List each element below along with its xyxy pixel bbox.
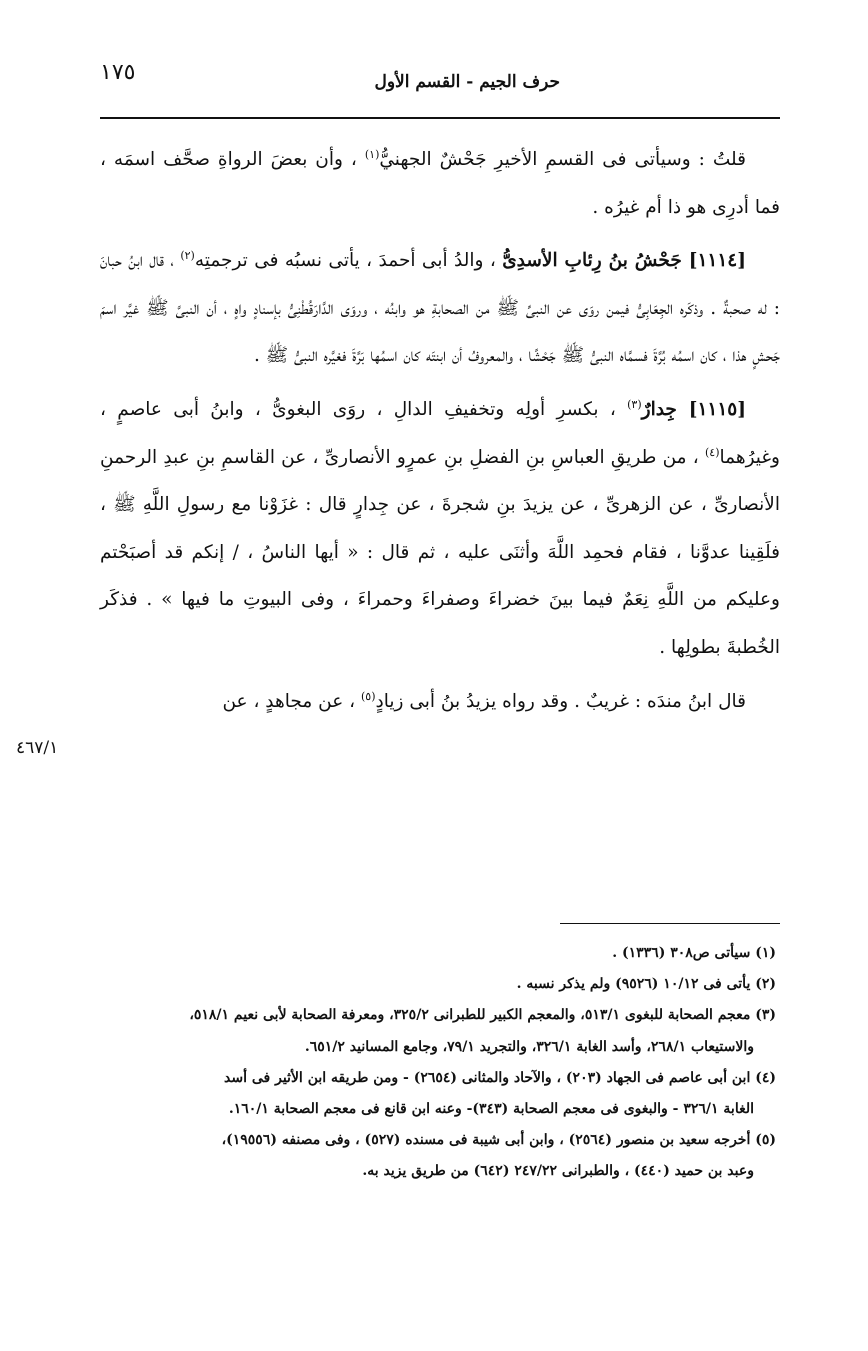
text-span: ، بكسرِ أولِه وتخفيفِ الدالِ ، روَى البغوىُّ ، وابنُ أبى عاصمٍ ، وغيرُهما [100,398,780,468]
text-span: ، من طريقِ العباسِ بنِ الفضلِ بنِ عمرٍو الأنصارىِّ ، عن القاسمِ بنِ عبدِ الرحمنِ الأنصارىِّ ، عن الزهرىِّ ، عن يزيدَ بنِ شجرةَ ، عن جِدارٍ قال : غزَوْنا مع رسولِ اللَّهِ ﷺ ، فلَقِينا عدوَّنا ، فقام فحمِد اللَّهَ وأثنَى عليه ، ثم قال : « أيها الناسُ ، / إنكم قد أصبَحْتم وعليكم من اللَّهِ نِعَمٌ فيما بينَ خضراءَ وصفراءَ وحمراءَ ، وفى البيوتِ ما فيها » . فذكَر الخُطبةَ بطولِها . [100,446,780,658]
footnote-line: (٢) يأتى فى ١٠/١٢ (٩٥٢٦) ولم يذكر نسبه . [516,976,776,993]
footnote-line: (١) سيأتى ص٣٠٨ (١٣٣٦) . [612,945,776,961]
entry-heading: [١١١٤] جَحْشُ بنُ رِئابِ الأسدِىُّ [502,250,746,272]
footnote-line: وعبد بن حميد (٤٤٠) ، والطبرانى ٢٤٧/٢٢ (٦٤٢) من طريق يزيد به. [362,1163,754,1180]
paragraph-last [100,678,780,726]
footnote-line: (٤) ابن أبى عاصم فى الجهاد (٢٠٣) ، والآحاد والمثانى (٢٦٥٤) - ومن طريقه ابن الأثير فى أسد [224,1069,776,1086]
footnote-ref: (٣) [627,397,642,411]
footnote-ref: (٤) [704,445,720,459]
footnote-line: (٥) أخرجه سعيد بن منصور (٢٥٦٤) ، وابن أبى شيبة فى مسنده (٥٢٧) ، وفى مصنفه (١٩٥٥٦)، [221,1132,776,1149]
footnote-ref: (١) [364,147,380,161]
text-span: ، وأن بعضَ الرواةِ صحَّف اسمَه ، فما أدرِى هو ذا أم غيرُه . [100,149,780,218]
text-span: ، قال ابنُ حبانَ : له صحبةٌ . وذكَره الجِعَابِىُّ فيمن روَى عن النبىِّ ﷺ من الصحابةِ هو وابنُه ، وروَى الدَّارَقُطْنِىُّ بإسنادٍ واهٍ ، أن النبىَّ ﷺ غيَّر اسمَ جَحشٍ هذا ، كان اسمُه بُرَّةَ فسمَّاه النبىُّ ﷺ جَحْشًا ، والمعروفُ أن ابنتَه كان اسمُها بَرَّةَ فغيَّره النبىُّ ﷺ . [100,250,780,367]
footnote-separator [560,923,780,924]
footnotes [88,938,776,1188]
footnote-ref: (٥) [360,689,376,703]
footnote-ref: (٢) [180,249,195,263]
footnote-line: (٣) معجم الصحابة للبغوى ٥١٣/١، والمعجم الكبير للطبرانى ٣٢٥/٢، ومعرفة الصحابة لأبى نعيم ٥١٨/١، [189,1007,776,1024]
text-span: قال ابنُ مندَه : غريبٌ . وقد رواه يزيدُ بنُ أبى زيادٍ [375,690,746,712]
text-span: ، عن مجاهدٍ ، عن [222,690,361,712]
entry-heading: [١١١٥] جِدارٌ [641,398,746,420]
footnote-line: والاستيعاب ٢٦٨/١، وأسد الغابة ٣٢٦/١، والتجريد ٧٩/١، وجامع المسانيد ٦٥١/٢. [304,1038,754,1055]
paragraph-intro [100,136,780,231]
text-span: قلتُ : وسيأتى فى القسمِ الأخيرِ جَحْشٌ الجهنيُّ [379,149,746,170]
page-header [100,58,780,108]
main-text [100,136,780,725]
entry-1115 [100,386,780,672]
footnote-line: الغابة ٣٢٦/١ - والبغوى فى معجم الصحابة (٣٤٣)- وعنه ابن قانع فى معجم الصحابة ١٦٠/١. [228,1101,754,1118]
entry-1114 [100,237,780,380]
running-title: حرف الجيم - القسم الأول [374,72,560,92]
margin-volume-reference: ٤٦٧/١ [16,738,59,758]
text-span: ، والدُ أبى أحمدَ ، يأتى نسبُه فى ترجمتِه [194,250,503,272]
page-number: ١٧٥ [100,60,136,85]
header-rule [100,117,780,119]
